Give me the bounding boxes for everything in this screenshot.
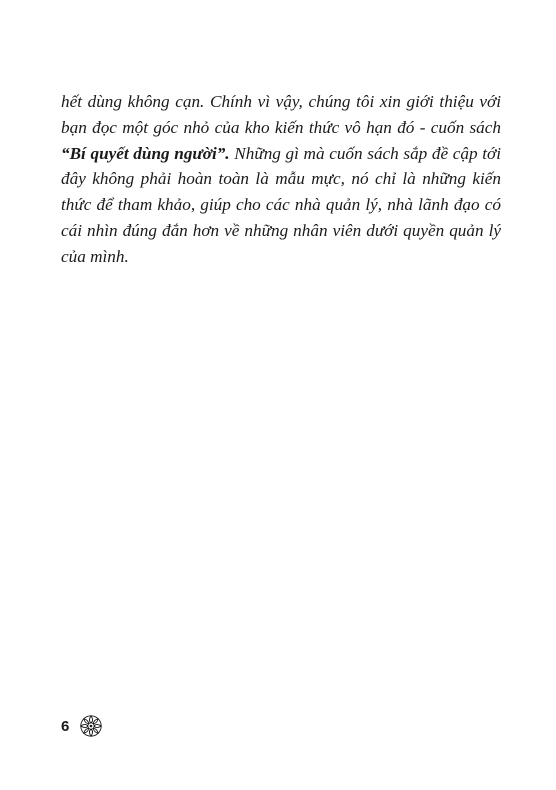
floral-ornament-icon (79, 714, 103, 738)
page-number: 6 (61, 717, 70, 735)
book-title: “Bí quyết dùng người”. (61, 143, 230, 163)
body-paragraph (61, 89, 501, 270)
text-line-1: hết dùng không cạn. Chính vì vậy, chúng tôi xin giới thiệu với (61, 92, 501, 111)
page-footer (61, 713, 103, 739)
text-line-4: đây không phải hoàn toàn là mẫu mực, nó chỉ là những kiến (61, 169, 501, 189)
text-line-5: thức để tham khảo, giúp cho các nhà quản lý, nhà lãnh đạo có (61, 195, 501, 215)
text-line-3 (61, 141, 501, 167)
text-line-2: bạn đọc một góc nhỏ của kho kiến thức vô hạn đó - cuốn sách (61, 117, 501, 137)
text-line-6: cái nhìn đúng đắn hơn về những nhân viên dưới quyền quản lý (61, 220, 501, 240)
text-line-7: của mình. (61, 246, 129, 266)
text-line-3-rest: Những gì mà cuốn sách sắp đề cập tới (229, 143, 501, 163)
